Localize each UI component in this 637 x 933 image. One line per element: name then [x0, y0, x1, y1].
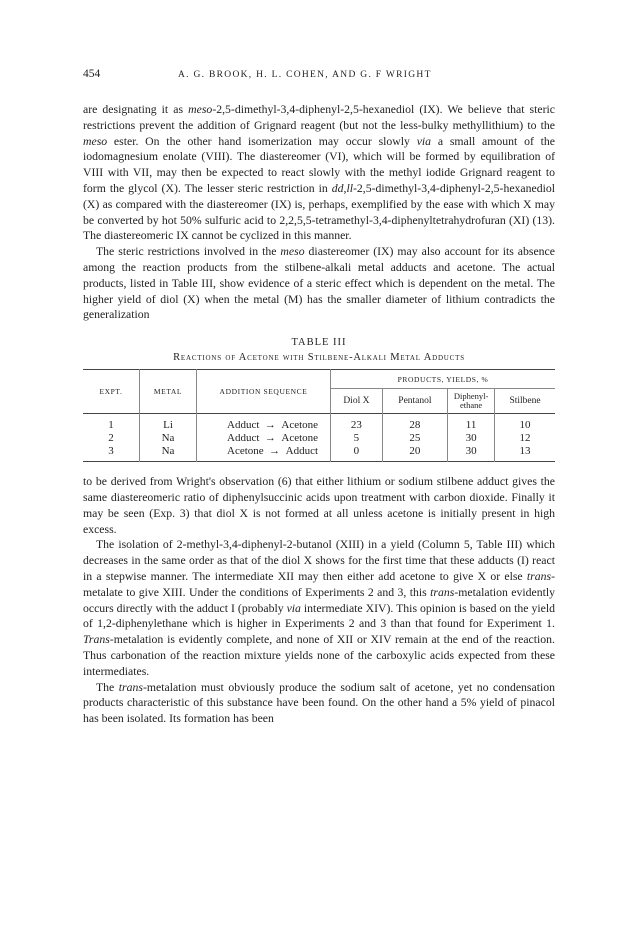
- cell-pentanol: 20: [382, 445, 447, 462]
- cell-sequence: [197, 445, 331, 462]
- table-caption: Reactions of Acetone with Stilbene-Alkali Metal Adducts: [173, 352, 465, 364]
- col-header-products-group: PRODUCTS, YIELDS, %: [331, 370, 556, 389]
- table-row: [83, 445, 555, 462]
- italic-term: trans: [430, 585, 455, 599]
- cell-diol: 5: [331, 432, 383, 445]
- col-header-diphenylethane: Diphenyl- ethane: [448, 389, 495, 414]
- table-body: [83, 414, 555, 462]
- italic-term: via: [286, 601, 301, 615]
- cell-expt: 2: [108, 432, 114, 445]
- italic-term: meso: [188, 103, 213, 116]
- sequence-first: Adduct: [227, 419, 260, 432]
- italic-term: dd,ll: [331, 181, 354, 195]
- sequence-first: Acetone: [227, 445, 264, 458]
- table-title: TABLE III: [291, 337, 347, 349]
- paragraph: are designating it as meso-2,5-dimethyl-3,4-diphenyl-2,5-hexanediol (IX). We believe that steric restrictions prevent the addition of Grignard reagent (but not the less-bulky methyllithium) to the meso ester. On the other hand isomerization may occur slowly via a small amount of the iodomagnesium enolate (VIII). The diastereomer (VI), which will be formed by equilibration of VIII with VII, may then be expected to react slowly with the methyl iodide Grignard reagent to form the glycol (X). The lesser steric restriction in dd,ll-2,5-dimethyl-3,4-diphenyl-2,5-hexanediol (X) as compared with the diastereomer (IX) is, perhaps, exemplified by the ease with which X may be converted by hot 50% sulfuric acid to 2,2,5,5-tetramethyl-3,4-diphenyltetrahydrofuran (XI) (13). The diastereomeric IX cannot be cyclized in this manner.: [83, 103, 555, 243]
- arrow-icon: →: [269, 445, 281, 458]
- col-header-stilbene: Stilbene: [495, 389, 555, 414]
- cell-metal: Na: [140, 432, 197, 445]
- cell-expt: 1: [108, 419, 114, 432]
- cell-metal: Li: [140, 414, 197, 433]
- cell-sequence: [197, 432, 331, 445]
- italic-term: meso: [280, 245, 305, 259]
- sequence-second: Adduct: [285, 445, 319, 458]
- paragraph: The steric restrictions involved in the meso diastereomer (IX) may also account for its absence among the reaction products from the stilbene-alkali metal adducts and acetone. The actual products, listed in Table III, show evidence of a steric effect which is dependent on the metal. The higher yield of diol (X) when the metal (M) has the smaller diameter of lithium contradicts the generalization: [83, 245, 555, 322]
- sequence-first: Adduct: [227, 432, 260, 445]
- cell-diol: 23: [331, 414, 383, 433]
- paragraph: The isolation of 2-methyl-3,4-diphenyl-2-butanol (XIII) in a yield (Column 5, Table III) which decreases in the same order as that of the diol X shows for the first time that these adducts (I) react in a stepwise manner. The intermediate XII may then either add acetone to give X or else trans-metalate to give XIII. Under the conditions of Experiments 2 and 3, this trans-metalation evidently occurs directly with the adduct I (probably via intermediate XIV). This opinion is based on the yield of 1,2-diphenylethane which is higher in Experiments 2 and 3 than that found for Experiment 1. Trans-metalation is evidently complete, and none of XII or XIV remain at the end of the reaction. Thus carbonation of the reaction mixture yields none of the carboxylic acids expected from these intermediates.: [83, 538, 555, 678]
- italic-term: Trans: [83, 633, 110, 647]
- paragraph: The trans-metalation must obviously produce the sodium salt of acetone, yet no condensation products characteristic of this substance have been found. On the other hand a 5% yield of pinacol has been isolated. Its formation has been: [83, 680, 555, 726]
- cell-expt: 3: [108, 445, 114, 458]
- arrow-icon: →: [264, 419, 276, 432]
- col-header-diol: Diol X: [331, 389, 383, 414]
- page: [83, 68, 555, 727]
- cell-diphenylethane: 30: [448, 445, 495, 462]
- cell-diol: 0: [331, 445, 383, 462]
- col-header-metal: METAL: [140, 370, 197, 414]
- running-head-authors: A. G. BROOK, H. L. COHEN, AND G. F WRIGHT: [178, 70, 432, 80]
- col-header-sequence: ADDITION SEQUENCE: [197, 370, 331, 414]
- italic-term: via: [416, 134, 432, 148]
- paragraph: to be derived from Wright's observation (6) that either lithium or sodium stilbene adduct gives the same diastereomeric ratio of diphenylsuccinic acids upon treatment with carbon dioxide. Finally it may be seen (Exp. 3) that diol X is not formed at all unless acetone is initially present in high excess.: [83, 475, 555, 536]
- cell-stilbene: 13: [495, 445, 555, 462]
- sequence-second: Acetone: [281, 419, 319, 432]
- col-header-expt: EXPT.: [99, 387, 123, 397]
- cell-pentanol: 28: [382, 414, 447, 433]
- italic-term: trans: [526, 569, 552, 583]
- cell-stilbene: 12: [495, 432, 555, 445]
- page-header: [83, 68, 555, 86]
- italic-term: meso: [83, 134, 108, 148]
- sequence-second: Acetone: [281, 432, 319, 445]
- arrow-icon: →: [264, 432, 276, 445]
- table-row: [83, 414, 555, 433]
- cell-diphenylethane: 11: [448, 414, 495, 433]
- cell-sequence: [197, 414, 331, 433]
- results-table: [83, 369, 555, 462]
- italic-term: trans: [118, 680, 143, 694]
- col-header-pentanol: Pentanol: [382, 389, 447, 414]
- page-number: 454: [83, 68, 101, 80]
- cell-pentanol: 25: [382, 432, 447, 445]
- cell-diphenylethane: 30: [448, 432, 495, 445]
- table-iii: [83, 337, 555, 462]
- table-row: [83, 432, 555, 445]
- cell-stilbene: 10: [495, 414, 555, 433]
- cell-metal: Na: [140, 445, 197, 462]
